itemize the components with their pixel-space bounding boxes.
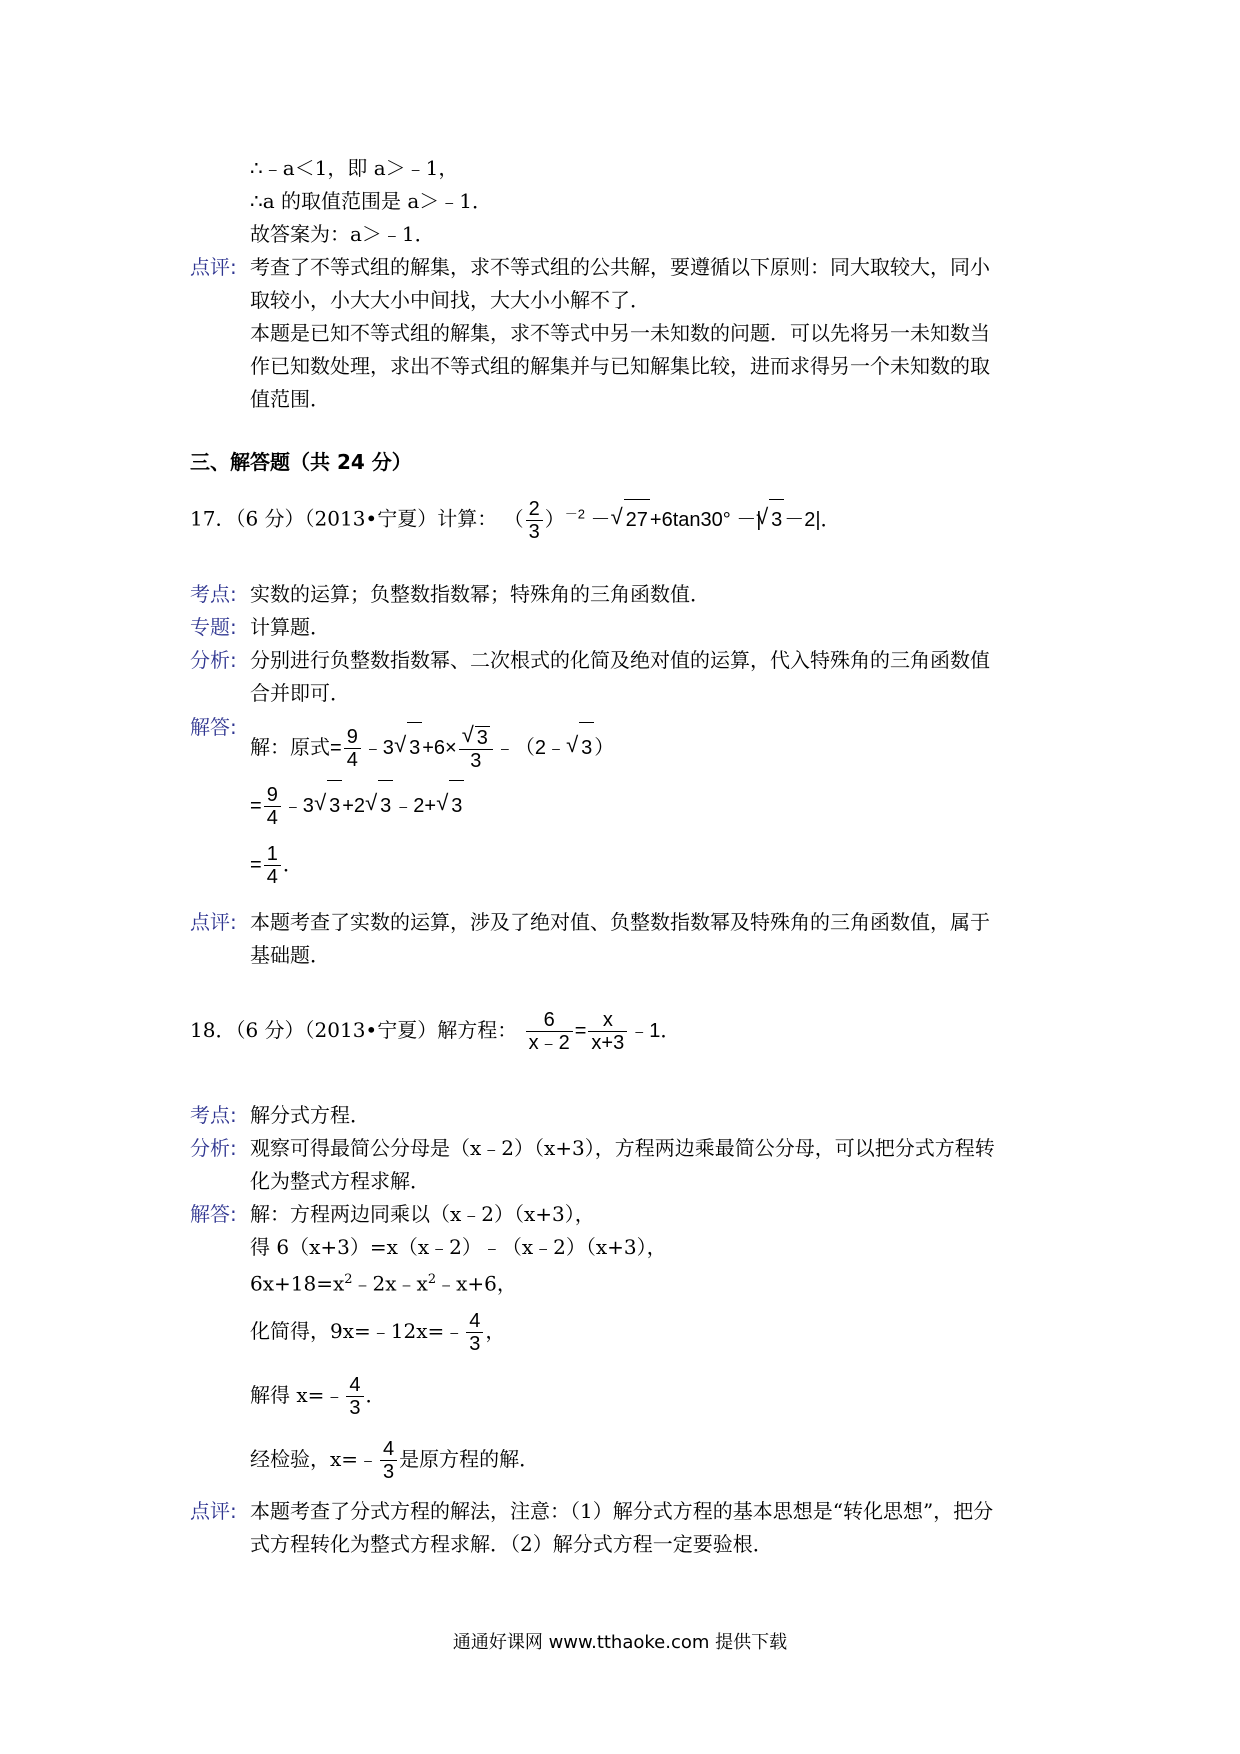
q17-sol3-frac-num: 1 [264, 843, 281, 866]
q17-sol3-frac-den: 4 [266, 866, 278, 889]
q18-sol6-frac [380, 1438, 397, 1483]
q17-sol1-frac2-den: 3 [470, 749, 482, 772]
q18-sol4-num: 4 [466, 1310, 483, 1333]
q17-exponent: －2 [564, 506, 585, 521]
q17-sol2-frac [264, 784, 281, 829]
q18-frac-left-num: 6 [526, 1009, 573, 1032]
q17-sol2-frac-num: 9 [264, 784, 281, 807]
review16-line-3: 本题是已知不等式组的解集，求不等式中另一未知数的问题．可以先将另一未知数当 [250, 321, 990, 345]
q17-zhuanti-label: 专题: [190, 615, 237, 639]
q18-sol4-den: 3 [469, 1333, 481, 1355]
q17-minus: － [590, 508, 611, 531]
q17-sol3-prefix: = [250, 854, 262, 876]
intro-line-1: ∴﹣a＜1，即 a＞﹣1， [250, 156, 459, 180]
q18-review-line-1: 本题考查了分式方程的解法，注意：（1）解分式方程的基本思想是“转化思想”，把分 [250, 1499, 994, 1523]
q18-fenxi-line-1: 观察可得最简公分母是（x﹣2）（x+3），方程两边乘最简公分母，可以把分式方程转 [250, 1136, 995, 1160]
q17-sol1-frac2 [459, 726, 493, 772]
q18-sol5-end: ． [365, 1383, 386, 1407]
q18-sol3-a: 6x+18=x [250, 1271, 345, 1296]
q18-sol5-frac [346, 1374, 363, 1419]
page-footer: 通通好课网 www.tthaoke.com 提供下载 [452, 1632, 788, 1653]
q17-jieda-label: 解答: [190, 715, 237, 739]
q17-expression: （ $\frac{2}{3}$ ）$^{-2}$ － √ 27 +6tan30° －| √ 3 －2|． [504, 509, 841, 531]
review16-label: 点评: [190, 255, 237, 279]
q18-header-text: 18．（6 分）（2013•宁夏）解方程： [190, 1018, 518, 1042]
q17-review-line-1: 本题考查了实数的运算，涉及了绝对值、负整数指数幂及特殊角的三角函数值，属于 [250, 910, 990, 934]
q18-sol-line-1: 解：方程两边同乘以（x﹣2）（x+3）， [250, 1202, 595, 1226]
review16-line-2: 取较小，小大大小中间找，大大小小解不了． [250, 288, 650, 312]
q18-fenxi-line-2: 化为整式方程求解． [250, 1169, 430, 1193]
q17-sol1-prefix: 解：原式= [250, 737, 342, 759]
q17-sol2-term-c: ﹣2+ [393, 795, 437, 817]
q17-sol1-term-b: +6× [422, 737, 457, 759]
q17-sol2-frac-den: 4 [266, 807, 278, 830]
q17-sol1-term-a: ﹣3 [362, 737, 394, 759]
q17-fenxi-line-2: 合并即可． [250, 681, 350, 705]
review16-line-5: 值范围． [250, 387, 330, 411]
q17-abs-open: －| [736, 508, 762, 531]
q18-sol5-den: 3 [349, 1397, 361, 1419]
q17-header-text: 17．（6 分）（2013•宁夏）计算： [190, 506, 498, 531]
q17-sol1-term-c: ﹣（2﹣ [494, 737, 567, 759]
q18-equation [524, 1009, 681, 1055]
q17-review-label: 点评: [190, 910, 237, 934]
q17-sol2-term-a: ﹣3 [282, 795, 314, 817]
q18-kaodian: 解分式方程． [250, 1103, 370, 1127]
q18-sol-line-3 [250, 1265, 517, 1299]
q17-abs-close: －2|． [784, 508, 841, 531]
q18-equals: = [574, 1020, 587, 1042]
q18-sol4-a: 化简得，9x=﹣12x=﹣ [250, 1319, 465, 1343]
q17-frac-num: 2 [526, 498, 543, 521]
q18-sol3-c: ﹣x+6， [436, 1271, 517, 1296]
q18-tail: ﹣1． [629, 1020, 681, 1042]
q18-header [190, 1005, 680, 1056]
q17-fenxi-line-1: 分别进行负整数指数幂、二次根式的化简及绝对值的运算，代入特殊角的三角函数值 [250, 648, 990, 672]
q17-header [190, 494, 841, 543]
q18-review-line-2: 式方程转化为整式方程求解．（2）解分式方程一定要验根． [250, 1532, 773, 1556]
q17-sol1-close: ） [594, 737, 615, 759]
section-title: 三、解答题（共 24 分） [190, 450, 412, 474]
q17-zhuanti: 计算题． [250, 615, 330, 639]
q17-sqrt-27: √ 27 [624, 499, 650, 540]
q17-sol1-sqrt2: √ 3 [579, 722, 594, 773]
q17-solution-line-3 [250, 840, 303, 890]
intro-line-2: ∴a 的取值范围是 a＞﹣1． [250, 189, 493, 213]
q17-sol2-prefix: = [250, 795, 262, 817]
q18-frac-left-den: x﹣2 [528, 1032, 570, 1055]
q17-fenxi-label: 分析: [190, 648, 237, 672]
q17-fraction [526, 498, 543, 543]
q18-sol-line-2: 得 6（x+3）=x（x﹣2）﹣（x﹣2）（x+3）， [250, 1235, 667, 1259]
q18-sol-line-6 [250, 1434, 539, 1484]
q18-frac-left [526, 1009, 573, 1054]
q18-sol6-den: 3 [383, 1461, 395, 1483]
q18-kaodian-label: 考点: [190, 1103, 237, 1127]
q17-sol1-frac1-den: 4 [346, 749, 358, 772]
q18-sol3-sup2: 2 [427, 1272, 437, 1287]
q17-sol2-sqrt1: √ 3 [327, 780, 342, 831]
q18-sol5-a: 解得 x=﹣ [250, 1383, 345, 1407]
q18-fenxi-label: 分析: [190, 1136, 237, 1160]
q18-frac-right-num: x [588, 1009, 627, 1032]
q18-sol6-a: 经检验，x=﹣ [250, 1447, 379, 1471]
q17-sol3-frac [264, 843, 281, 888]
q17-sol1-frac1 [344, 726, 361, 771]
q17-solution-line-2 [250, 780, 464, 831]
q17-sol3-end: ． [282, 854, 303, 876]
q17-solution-line-1 [250, 722, 614, 773]
q17-sol1-sqrt1: √ 3 [407, 722, 422, 773]
review16-line-1: 考查了不等式组的解集，求不等式组的公共解，要遵循以下原则：同大取较大，同小 [250, 255, 990, 279]
q18-review-label: 点评: [190, 1499, 237, 1523]
q18-sol3-b: ﹣2x﹣x [352, 1271, 428, 1296]
q18-frac-right [588, 1009, 627, 1054]
q18-frac-right-den: x+3 [591, 1032, 625, 1055]
q17-sol1-frac1-num: 9 [344, 726, 361, 749]
q18-sol-line-5 [250, 1370, 386, 1420]
q17-frac-den: 3 [528, 520, 540, 543]
q17-sol2-term-b: +2 [342, 795, 365, 817]
q18-sol6-end: 是原方程的解． [399, 1447, 540, 1471]
q18-sol-line-4 [250, 1306, 505, 1356]
review16-line-4: 作已知数处理，求出不等式组的解集并与已知解集比较，进而求得另一个未知数的取 [250, 354, 990, 378]
q17-sol1-frac2-sqrt: √ 3 [475, 726, 490, 749]
q18-jieda-label: 解答: [190, 1202, 237, 1226]
q17-kaodian: 实数的运算；负整数指数幂；特殊角的三角函数值． [250, 582, 710, 606]
q17-kaodian-label: 考点: [190, 582, 237, 606]
q18-sol5-num: 4 [346, 1374, 363, 1397]
q17-review-line-2: 基础题． [250, 943, 330, 967]
q17-tan-term: +6tan30° [649, 508, 731, 531]
q17-sol2-sqrt2: √ 3 [378, 780, 393, 831]
q17-sqrt-3: √ 3 [769, 499, 784, 540]
q17-sol2-sqrt3: √ 3 [449, 780, 464, 831]
q18-sol4-frac [466, 1310, 483, 1355]
q18-sol3-sup1: 2 [344, 1272, 353, 1287]
q18-sol6-num: 4 [380, 1438, 397, 1461]
intro-line-3: 故答案为：a＞﹣1． [250, 222, 435, 246]
q18-sol4-end: ， [485, 1319, 506, 1343]
